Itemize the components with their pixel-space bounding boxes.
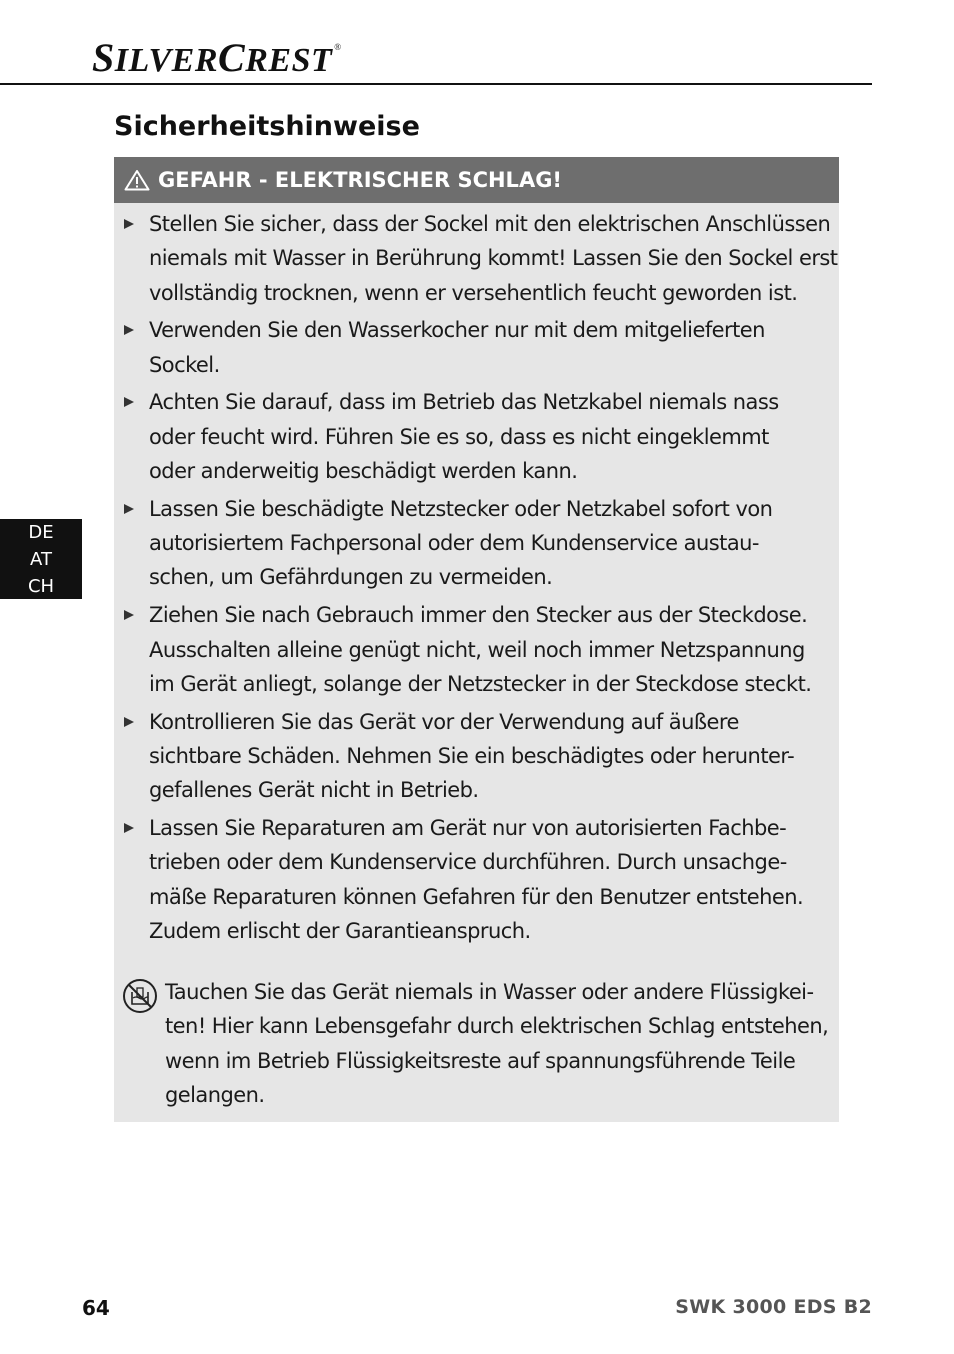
warning-box — [114, 157, 839, 1122]
bullet-arrow-icon — [124, 717, 134, 727]
list-item-line: oder feucht wird. Führen Sie es so, dass es nicht eingeklemmt — [149, 424, 769, 449]
warning-heading — [114, 157, 839, 203]
notice — [114, 975, 839, 1112]
list-item-line: Verwenden Sie den Wasserkocher nur mit dem mitgelieferten — [149, 318, 765, 343]
list-item-line: Lassen Sie Reparaturen am Gerät nur von autorisierten Fachbe- — [149, 816, 787, 841]
list-item-line: Zudem erlischt der Garantieanspruch. — [149, 918, 531, 943]
list-item-line: Kontrollieren Sie das Gerät vor der Verwendung auf äußere — [149, 709, 739, 734]
warning-list-item — [114, 705, 839, 808]
warning-heading-text: GEFAHR - ELEKTRISCHER SCHLAG! — [158, 168, 563, 192]
list-item-line: niemals mit Wasser in Berührung kommt! Lassen Sie den Sockel erst — [149, 246, 838, 271]
bullet-arrow-icon — [124, 325, 134, 335]
list-item-line: Sockel. — [149, 352, 220, 377]
notice-line: gelangen. — [165, 1082, 265, 1107]
bullet-arrow-icon — [124, 823, 134, 833]
notice-line: wenn im Betrieb Flüssigkeitsreste auf spannungsführende Teile — [165, 1048, 796, 1073]
warning-list — [114, 203, 839, 948]
model-number: SWK 3000 EDS B2 — [675, 1296, 872, 1318]
notice-text — [165, 975, 839, 1112]
warning-triangle-icon — [124, 169, 150, 191]
warning-list-item — [114, 207, 839, 310]
header-rule — [0, 83, 872, 85]
bullet-arrow-icon — [124, 504, 134, 514]
notice-line: ten! Hier kann Lebensgefahr durch elektrischen Schlag entstehen, — [165, 1014, 829, 1039]
lang-de: DE — [28, 521, 54, 543]
warning-list-item — [114, 811, 839, 948]
bullet-arrow-icon — [124, 397, 134, 407]
list-item-line: Achten Sie darauf, dass im Betrieb das Netzkabel niemals nass — [149, 390, 779, 415]
list-item-line: Ausschalten alleine genügt nicht, weil noch immer Netzspannung — [149, 637, 805, 662]
list-item-line: Ziehen Sie nach Gebrauch immer den Stecker aus der Steckdose. — [149, 603, 808, 628]
notice-line: Tauchen Sie das Gerät niemals in Wasser oder andere Flüssigkei- — [165, 980, 814, 1004]
silvercrest-logo: SILVERCREST ® — [92, 35, 342, 80]
list-item-line: trieben oder dem Kundenservice durchführen. Durch unsachge- — [149, 850, 787, 875]
list-item-line: vollständig trocknen, wenn er versehentlich feucht geworden ist. — [149, 280, 798, 305]
list-item-line: Stellen Sie sicher, dass der Sockel mit den elektrischen Anschlüssen — [149, 212, 831, 236]
list-item-line: oder anderweitig beschädigt werden kann. — [149, 459, 578, 484]
list-item-line: im Gerät anliegt, solange der Netzstecker in der Steckdose steckt. — [149, 671, 812, 696]
list-item-line: autorisiertem Fachpersonal oder dem Kundenservice austau- — [149, 531, 759, 556]
page-title: Sicherheitshinweise — [114, 111, 420, 142]
lang-at: AT — [30, 548, 52, 570]
warning-list-item — [114, 313, 839, 382]
warning-list-item — [114, 598, 839, 701]
language-tab — [0, 519, 82, 599]
lang-ch: CH — [27, 575, 55, 597]
list-item-line: sichtbare Schäden. Nehmen Sie ein beschädigtes oder herunter- — [149, 743, 795, 768]
page-number: 64 — [82, 1296, 110, 1320]
warning-list-item — [114, 492, 839, 595]
warning-list-item — [114, 385, 839, 488]
list-item-line: Lassen Sie beschädigte Netzstecker oder Netzkabel sofort von — [149, 496, 773, 521]
bullet-arrow-icon — [124, 219, 134, 229]
no-water-immersion-icon — [122, 978, 158, 1014]
list-item-line: mäße Reparaturen können Gefahren für den Benutzer entstehen. — [149, 884, 804, 909]
list-item-line: schen, um Gefährdungen zu vermeiden. — [149, 565, 553, 590]
bullet-arrow-icon — [124, 610, 134, 620]
list-item-line: gefallenes Gerät nicht in Betrieb. — [149, 778, 479, 803]
